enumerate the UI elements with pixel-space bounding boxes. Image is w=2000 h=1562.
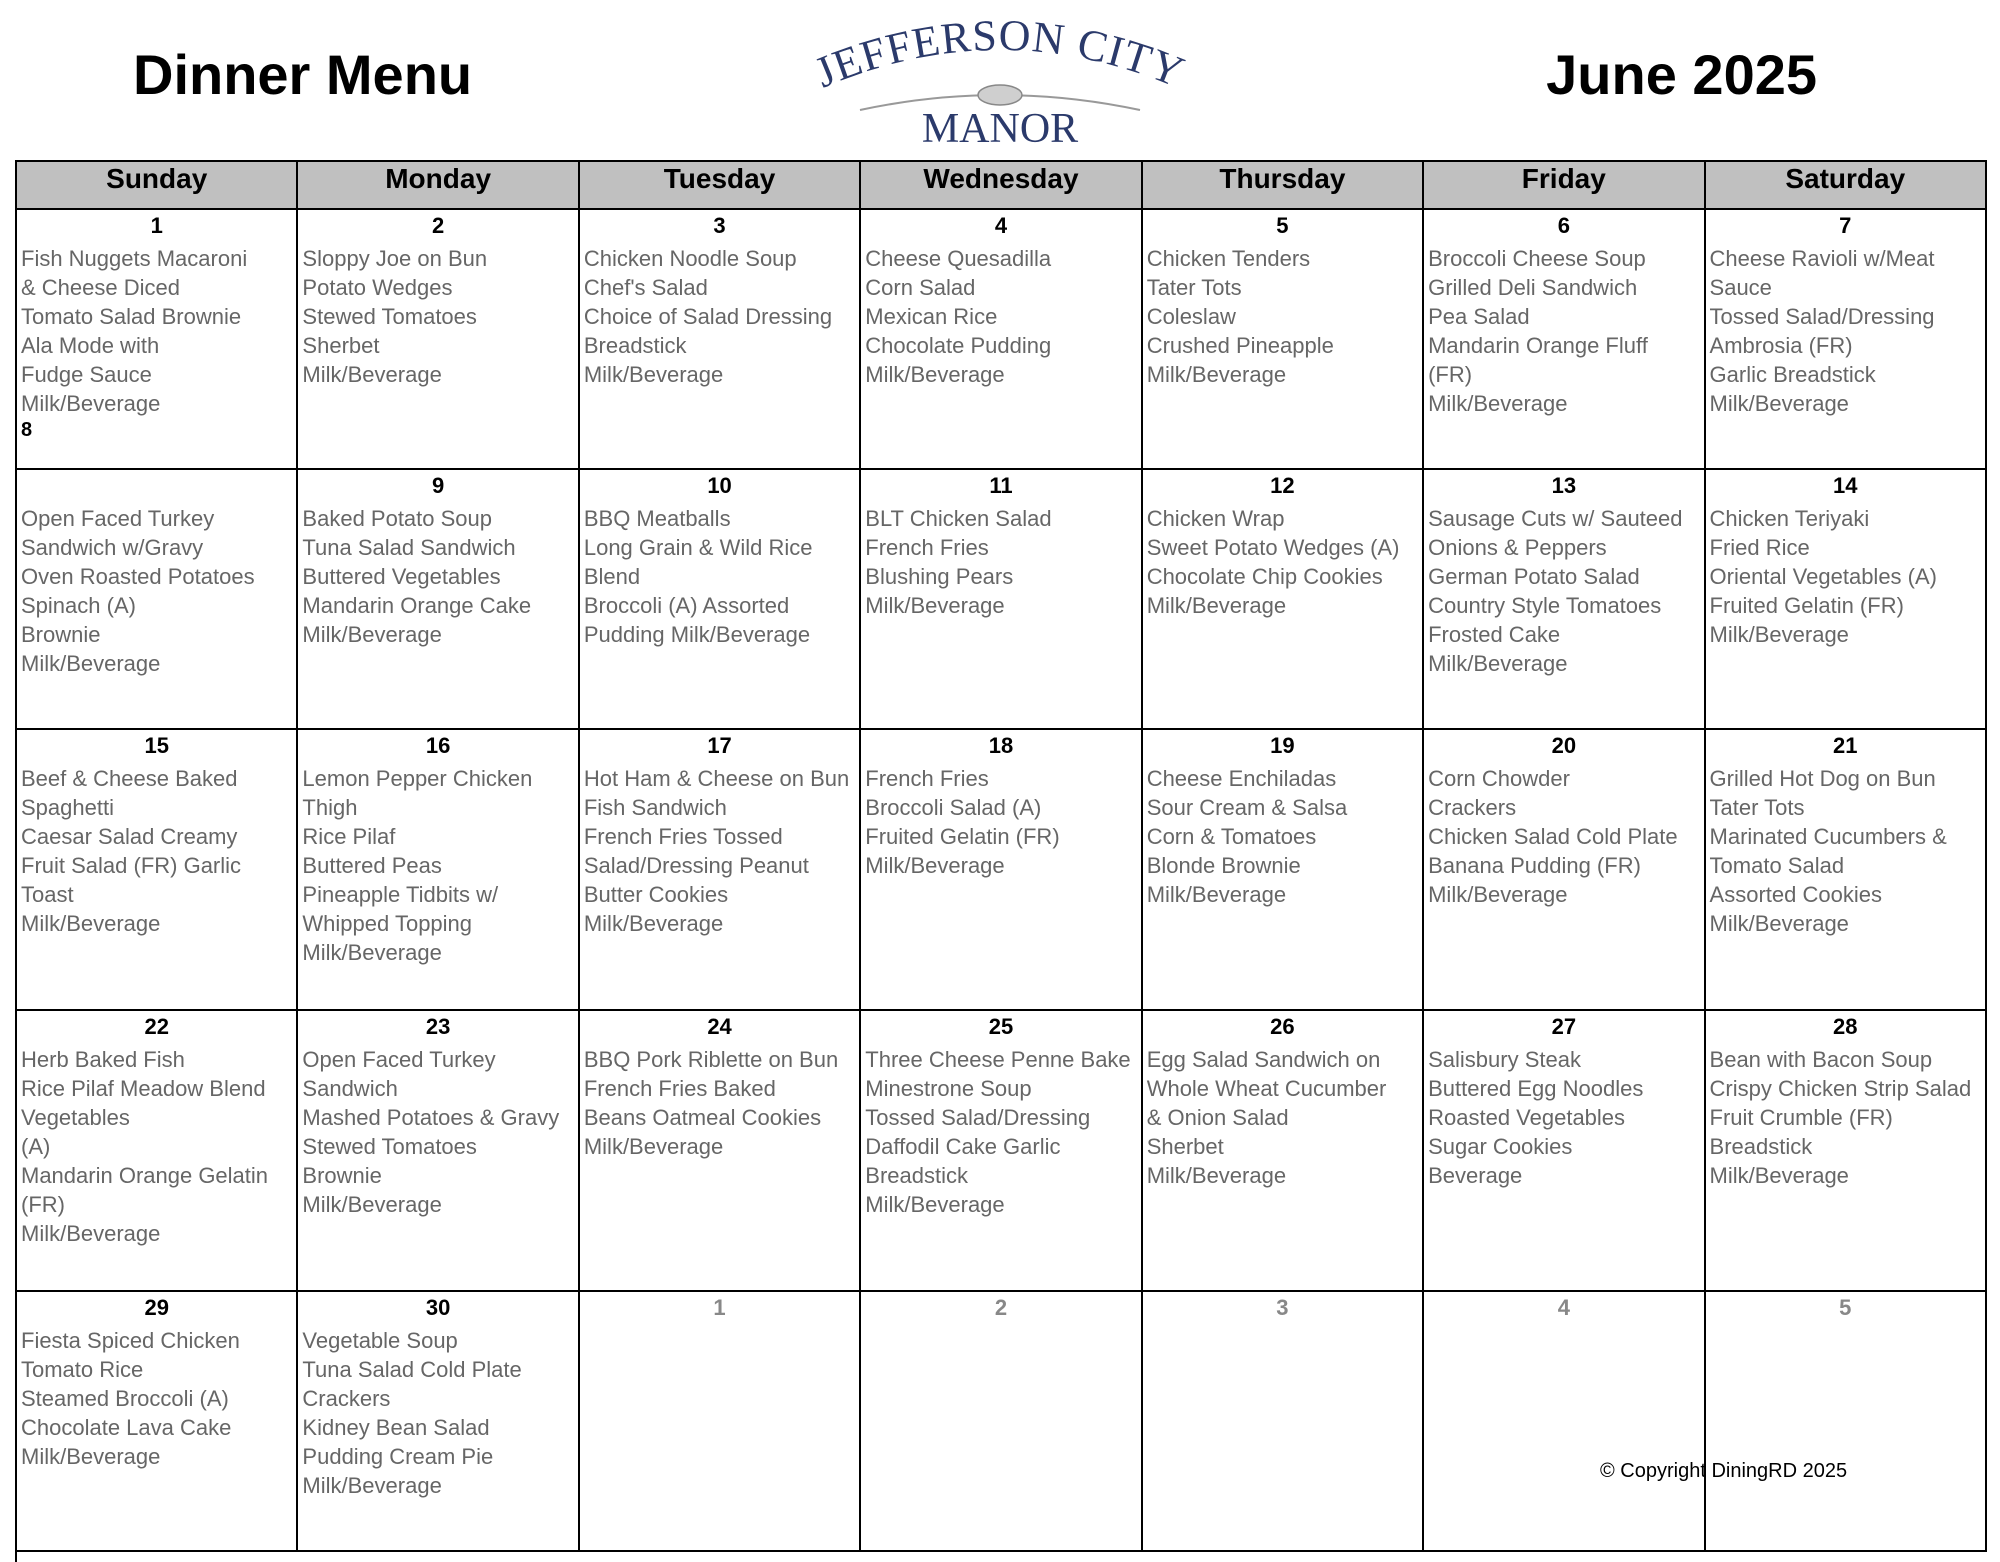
menu-item: BBQ Meatballs (583, 506, 731, 531)
day-number: 19 (1270, 733, 1295, 758)
menu-item: French Fries Tossed (583, 824, 783, 849)
day-cell (1143, 1011, 1424, 1292)
menu-items (21, 244, 292, 418)
menu-item: Chocolate Pudding (865, 333, 1052, 358)
menu-items (21, 1326, 292, 1471)
menu-item: Milk/Beverage (1709, 622, 1849, 647)
day-number: 2 (994, 1295, 1008, 1320)
menu-items (1428, 764, 1699, 909)
menu-item: Fruited Gelatin (FR) (1709, 593, 1904, 618)
menu-item: Tossed Salad/Dressing (1709, 304, 1935, 329)
logo-line1: JEFFERSON CITY (808, 10, 1192, 98)
menu-item: Milk/Beverage (865, 853, 1005, 878)
menu-item: Chicken Salad Cold Plate (1428, 824, 1678, 849)
weekday-tuesday: Tuesday (580, 162, 861, 210)
weekday-friday: Friday (1424, 162, 1705, 210)
menu-item: Blushing Pears (865, 564, 1014, 589)
menu-item: Milk/Beverage (302, 622, 442, 647)
menu-item: Stewed Tomatoes (302, 1134, 477, 1159)
menu-item: Vegetable Soup (302, 1328, 458, 1353)
menu-item: Ala Mode with (21, 333, 160, 358)
menu-item: & Onion Salad (1146, 1105, 1289, 1130)
menu-items (302, 244, 573, 389)
day-number: 23 (425, 1014, 451, 1039)
menu-item: German Potato Salad (1428, 564, 1640, 589)
menu-item: Onions & Peppers (1428, 535, 1607, 560)
day-cell (580, 730, 861, 1011)
menu-item: Coleslaw (1146, 304, 1236, 329)
menu-item: Potato Wedges (302, 275, 453, 300)
day-cell (17, 1011, 298, 1292)
day-cell (861, 730, 1142, 1011)
day-number: 6 (1557, 213, 1570, 238)
day-cell (1143, 730, 1424, 1011)
day-cell (1706, 1292, 1987, 1552)
day-number: 11 (989, 473, 1013, 498)
menu-item: Open Faced Turkey (21, 506, 215, 531)
menu-item: Corn & Tomatoes (1146, 824, 1317, 849)
day-cell (1706, 730, 1987, 1011)
menu-item: Milk/Beverage (1146, 882, 1287, 907)
day-number: 12 (1270, 473, 1295, 498)
menu-item: Milk/Beverage (1709, 391, 1849, 416)
menu-item: Spinach (A) (21, 593, 136, 618)
menu-item: Buttered Egg Noodles (1428, 1076, 1644, 1101)
day-cell (1424, 470, 1705, 730)
day-number: 24 (707, 1014, 732, 1039)
day-number: 25 (988, 1014, 1014, 1039)
menu-item: French Fries Baked (583, 1076, 776, 1101)
menu-item: Mandarin Orange Fluff (1428, 333, 1648, 358)
menu-item: Breadstick (583, 333, 687, 358)
menu-item: Assorted Cookies (1709, 882, 1882, 907)
day-number: 13 (1551, 473, 1577, 498)
menu-items (1147, 1045, 1418, 1190)
menu-item: Sherbet (302, 333, 380, 358)
menu-month: June 2025 (1546, 43, 1817, 106)
leaf-icon (978, 85, 1022, 105)
menu-item: Caesar Salad Creamy (21, 824, 238, 849)
week-rows (17, 210, 1987, 1552)
menu-items (1710, 504, 1981, 649)
day-cell (1424, 1292, 1705, 1552)
menu-item: Tater Tots (1709, 795, 1805, 820)
menu-item: Broccoli Salad (A) (865, 795, 1042, 820)
menu-item: (FR) (1428, 362, 1473, 387)
menu-item: Choice of Salad Dressing (583, 304, 833, 329)
menu-item: Tuna Salad Sandwich (302, 535, 516, 560)
week-row (17, 1011, 1987, 1292)
menu-item: Pudding Milk/Beverage (583, 622, 811, 647)
menu-item: Egg Salad Sandwich on (1146, 1047, 1381, 1072)
day-cell (1143, 470, 1424, 730)
menu-item: Tater Tots (1146, 275, 1242, 300)
week-row (17, 470, 1987, 730)
menu-item: Fruited Gelatin (FR) (865, 824, 1060, 849)
weekday-thursday: Thursday (1143, 162, 1424, 210)
menu-item: Sour Cream & Salsa (1146, 795, 1348, 820)
day-cell (298, 1292, 579, 1552)
menu-item: Milk/Beverage (1428, 391, 1568, 416)
menu-item: Brownie (21, 622, 101, 647)
menu-item: Roasted Vegetables (1428, 1105, 1626, 1130)
day-cell (861, 1292, 1142, 1552)
menu-item: Buttered Peas (302, 853, 442, 878)
menu-item: Milk/Beverage (302, 940, 442, 965)
menu-item: Thigh (302, 795, 358, 820)
menu-items (1147, 504, 1418, 620)
menu-items (865, 504, 1136, 620)
menu-item: Lemon Pepper Chicken (302, 766, 533, 791)
menu-item: Fiesta Spiced Chicken (21, 1328, 240, 1353)
menu-item: Milk/Beverage (21, 651, 161, 676)
menu-item: Sandwich (302, 1076, 398, 1101)
weekday-saturday: Saturday (1706, 162, 1987, 210)
weekday-wednesday: Wednesday (861, 162, 1142, 210)
menu-item: Fish Sandwich (583, 795, 727, 820)
menu-item: Broccoli Cheese Soup (1428, 246, 1646, 271)
day-number: 1 (713, 1295, 726, 1320)
day-cell (1424, 210, 1705, 470)
day-cell (1143, 1292, 1424, 1552)
menu-item: Buttered Vegetables (302, 564, 501, 589)
menu-item: Fish Nuggets Macaroni (21, 246, 248, 271)
menu-items (584, 244, 855, 389)
day-cell (580, 1292, 861, 1552)
day-cell (580, 210, 861, 470)
menu-item: Breadstick (1709, 1134, 1813, 1159)
menu-item: Grilled Hot Dog on Bun (1709, 766, 1936, 791)
menu-item: Sloppy Joe on Bun (302, 246, 488, 271)
day-number: 5 (1839, 1295, 1852, 1320)
menu-item: Milk/Beverage (21, 911, 161, 936)
menu-item: Corn Salad (865, 275, 976, 300)
menu-items (1428, 504, 1699, 678)
menu-item: Mexican Rice (865, 304, 998, 329)
menu-items (584, 1045, 855, 1161)
menu-item: (A) (21, 1134, 51, 1159)
menu-item: French Fries (865, 535, 989, 560)
menu-items (1710, 244, 1981, 418)
menu-items (865, 1045, 1136, 1219)
menu-item: Whole Wheat Cucumber (1146, 1076, 1387, 1101)
menu-item: Crushed Pineapple (1146, 333, 1334, 358)
menu-item: Chicken Tenders (1146, 246, 1311, 271)
menu-item: Crackers (1428, 795, 1517, 820)
menu-item: Pudding Cream Pie (302, 1444, 494, 1469)
menu-item: Vegetables (21, 1105, 130, 1130)
menu-item: Milk/Beverage (21, 391, 161, 416)
menu-item: Marinated Cucumbers & (1709, 824, 1947, 849)
menu-item: Milk/Beverage (1146, 362, 1287, 387)
menu-item: Sweet Potato Wedges (A) (1146, 535, 1400, 560)
menu-items (21, 504, 292, 678)
menu-item: Crispy Chicken Strip Salad (1709, 1076, 1972, 1101)
menu-items (1428, 1045, 1699, 1190)
weekday-monday: Monday (298, 162, 579, 210)
menu-item: Oriental Vegetables (A) (1709, 564, 1937, 589)
day-number: 5 (1276, 213, 1289, 238)
menu-item: Milk/Beverage (302, 362, 442, 387)
menu-item: BLT Chicken Salad (865, 506, 1052, 531)
menu-item: Beverage (1428, 1163, 1523, 1188)
menu-item: Garlic Breadstick (1709, 362, 1876, 387)
day-cell (861, 470, 1142, 730)
menu-item: Chocolate Chip Cookies (1146, 564, 1383, 589)
menu-item: Tossed Salad/Dressing (865, 1105, 1091, 1130)
menu-item: Milk/Beverage (865, 1192, 1005, 1217)
menu-item: Milk/Beverage (1428, 882, 1568, 907)
day-number: 29 (144, 1295, 169, 1320)
menu-item: Long Grain & Wild Rice (583, 535, 813, 560)
menu-item: Open Faced Turkey (302, 1047, 496, 1072)
day-cell (298, 470, 579, 730)
menu-items (584, 504, 855, 649)
menu-item: Rice Pilaf (302, 824, 396, 849)
day-cell (1706, 210, 1987, 470)
menu-items (584, 764, 855, 938)
menu-item: Sauce (1709, 275, 1772, 300)
menu-item: Pineapple Tidbits w/ (302, 882, 499, 907)
menu-item: Chicken Wrap (1146, 506, 1285, 531)
day-cell (1706, 1011, 1987, 1292)
menu-items (1147, 244, 1418, 389)
day-cell (17, 210, 298, 470)
menu-item: Fruit Crumble (FR) (1709, 1105, 1893, 1130)
day-number: 30 (425, 1295, 451, 1320)
menu-item: French Fries (865, 766, 989, 791)
menu-item: Sherbet (1146, 1134, 1224, 1159)
day-number: 27 (1551, 1014, 1577, 1039)
menu-item: Fried Rice (1709, 535, 1810, 560)
day-cell (1143, 210, 1424, 470)
day-cell (1424, 730, 1705, 1011)
menu-item: Blonde Brownie (1146, 853, 1301, 878)
menu-item: Stewed Tomatoes (302, 304, 477, 329)
menu-item: Kidney Bean Salad (302, 1415, 490, 1440)
menu-item: Mashed Potatoes & Gravy (302, 1105, 560, 1130)
copyright-notice: © Copyright DiningRD 2025 (1600, 1460, 1848, 1482)
menu-item: Tomato Salad (1709, 853, 1845, 878)
menu-item: Country Style Tomatoes (1428, 593, 1662, 618)
menu-item: Chocolate Lava Cake (21, 1415, 232, 1440)
menu-item: Cheese Enchiladas (1146, 766, 1337, 791)
menu-item: Cheese Ravioli w/Meat (1709, 246, 1935, 271)
menu-item: Breadstick (865, 1163, 968, 1188)
menu-calendar (15, 160, 1987, 1562)
day-number: 9 (432, 473, 445, 498)
menu-item: Hot Ham & Cheese on Bun (583, 766, 850, 791)
menu-item: Sugar Cookies (1428, 1134, 1573, 1159)
day-cell (17, 1292, 298, 1552)
menu-item: Toast (21, 882, 74, 907)
day-number: 3 (1276, 1295, 1289, 1320)
menu-items (302, 1045, 573, 1219)
menu-item: (FR) (21, 1192, 65, 1217)
menu-item: Herb Baked Fish (21, 1047, 185, 1072)
menu-item: Milk/Beverage (1428, 651, 1568, 676)
menu-item: Chef's Salad (583, 275, 708, 300)
menu-item: Daffodil Cake Garlic (865, 1134, 1061, 1159)
day-number: 20 (1551, 733, 1577, 758)
weekday-sunday: Sunday (17, 162, 298, 210)
day-cell (861, 210, 1142, 470)
menu-item: Spaghetti (21, 795, 114, 820)
day-number: 22 (144, 1014, 169, 1039)
menu-items (1147, 764, 1418, 909)
day-cell (1706, 470, 1987, 730)
menu-item: Milk/Beverage (1146, 593, 1287, 618)
menu-item: Blend (583, 564, 641, 589)
menu-item: Fudge Sauce (21, 362, 152, 387)
menu-item: Salisbury Steak (1428, 1047, 1581, 1072)
menu-item: Milk/Beverage (865, 362, 1005, 387)
menu-item: Milk/Beverage (865, 593, 1005, 618)
menu-item: Oven Roasted Potatoes (21, 564, 255, 589)
menu-item: Tuna Salad Cold Plate (302, 1357, 522, 1382)
menu-items (302, 764, 573, 967)
menu-item: Chicken Teriyaki (1709, 506, 1870, 531)
menu-items (865, 764, 1136, 880)
week-row (17, 1292, 1987, 1552)
menu-item: Broccoli (A) Assorted (583, 593, 790, 618)
day-cell (580, 1011, 861, 1292)
menu-item: Milk/Beverage (583, 1134, 724, 1159)
menu-item: Milk/Beverage (302, 1192, 442, 1217)
day-cell (298, 730, 579, 1011)
day-cell (1424, 1011, 1705, 1292)
day-number: 3 (713, 213, 726, 238)
menu-item: Milk/Beverage (1709, 1163, 1849, 1188)
menu-items (21, 1045, 292, 1248)
menu-item: Mandarin Orange Cake (302, 593, 532, 618)
menu-items (865, 244, 1136, 389)
menu-item: Salad/Dressing Peanut (583, 853, 809, 878)
menu-items (1710, 1045, 1981, 1190)
svg-text:JEFFERSON CITY (808, 11, 1191, 98)
logo-line2: MANOR (921, 106, 1079, 150)
menu-item: Tomato Salad Brownie (21, 304, 242, 329)
menu-item: Milk/Beverage (1146, 1163, 1287, 1188)
menu-item: Pea Salad (1428, 304, 1530, 329)
jefferson-city-manor-logo (800, 10, 1200, 150)
menu-item: Beans Oatmeal Cookies (583, 1105, 822, 1130)
menu-item: Bean with Bacon Soup (1709, 1047, 1933, 1072)
menu-item: Cheese Quesadilla (865, 246, 1052, 271)
menu-item: Banana Pudding (FR) (1428, 853, 1641, 878)
menu-item: Frosted Cake (1428, 622, 1561, 647)
day-number: 16 (425, 733, 451, 758)
menu-item: Steamed Broccoli (A) (21, 1386, 229, 1411)
day-cell (861, 1011, 1142, 1292)
day-number: 18 (988, 733, 1014, 758)
menu-item: BBQ Pork Riblette on Bun (583, 1047, 839, 1072)
day-number (21, 474, 292, 498)
day-number: 1 (150, 213, 163, 238)
menu-items (302, 504, 573, 649)
menu-item: Three Cheese Penne Bake (865, 1047, 1131, 1072)
menu-title: Dinner Menu (133, 43, 473, 106)
day-cell (17, 470, 298, 730)
day-number: 21 (1833, 733, 1858, 758)
day-number: 28 (1833, 1014, 1858, 1039)
day-number-note: 8 (21, 419, 33, 441)
day-number: 10 (707, 473, 732, 498)
day-cell (298, 1011, 579, 1292)
menu-item: & Cheese Diced (21, 275, 180, 300)
menu-items (1428, 244, 1699, 418)
menu-item: Baked Potato Soup (302, 506, 493, 531)
menu-item: Minestrone Soup (865, 1076, 1032, 1101)
menu-item: Whipped Topping (302, 911, 473, 936)
menu-item: Corn Chowder (1428, 766, 1570, 791)
day-number: 2 (432, 213, 445, 238)
menu-item: Beef & Cheese Baked (21, 766, 238, 791)
menu-item: Milk/Beverage (21, 1444, 161, 1469)
menu-item: Rice Pilaf Meadow Blend (21, 1076, 266, 1101)
menu-item: Sandwich w/Gravy (21, 535, 204, 560)
menu-item: Mandarin Orange Gelatin (21, 1163, 269, 1188)
week-row (17, 730, 1987, 1011)
day-number: 26 (1270, 1014, 1295, 1039)
day-number: 4 (1557, 1295, 1570, 1320)
menu-item: Crackers (302, 1386, 391, 1411)
day-number: 17 (707, 733, 732, 758)
day-number: 15 (144, 733, 169, 758)
menu-item: Brownie (302, 1163, 382, 1188)
menu-item: Sausage Cuts w/ Sauteed (1428, 506, 1683, 531)
menu-item: Butter Cookies (583, 882, 729, 907)
day-number: 7 (1839, 213, 1852, 238)
menu-item: Grilled Deli Sandwich (1428, 275, 1638, 300)
menu-item: Milk/Beverage (302, 1473, 442, 1498)
day-cell (17, 730, 298, 1011)
menu-item: Milk/Beverage (583, 911, 724, 936)
menu-item: Milk/Beverage (1709, 911, 1849, 936)
menu-items (1710, 764, 1981, 938)
day-number: 4 (994, 213, 1008, 238)
menu-item: Milk/Beverage (21, 1221, 161, 1246)
day-cell (298, 210, 579, 470)
weekday-header-row (17, 162, 1987, 210)
menu-item: Milk/Beverage (583, 362, 724, 387)
menu-item: Tomato Rice (21, 1357, 144, 1382)
menu-item: Fruit Salad (FR) Garlic (21, 853, 242, 878)
menu-items (302, 1326, 573, 1500)
menu-item: Ambrosia (FR) (1709, 333, 1853, 358)
menu-item: Chicken Noodle Soup (583, 246, 797, 271)
day-cell (580, 470, 861, 730)
menu-items (21, 764, 292, 938)
day-number: 14 (1833, 473, 1858, 498)
week-row (17, 210, 1987, 470)
